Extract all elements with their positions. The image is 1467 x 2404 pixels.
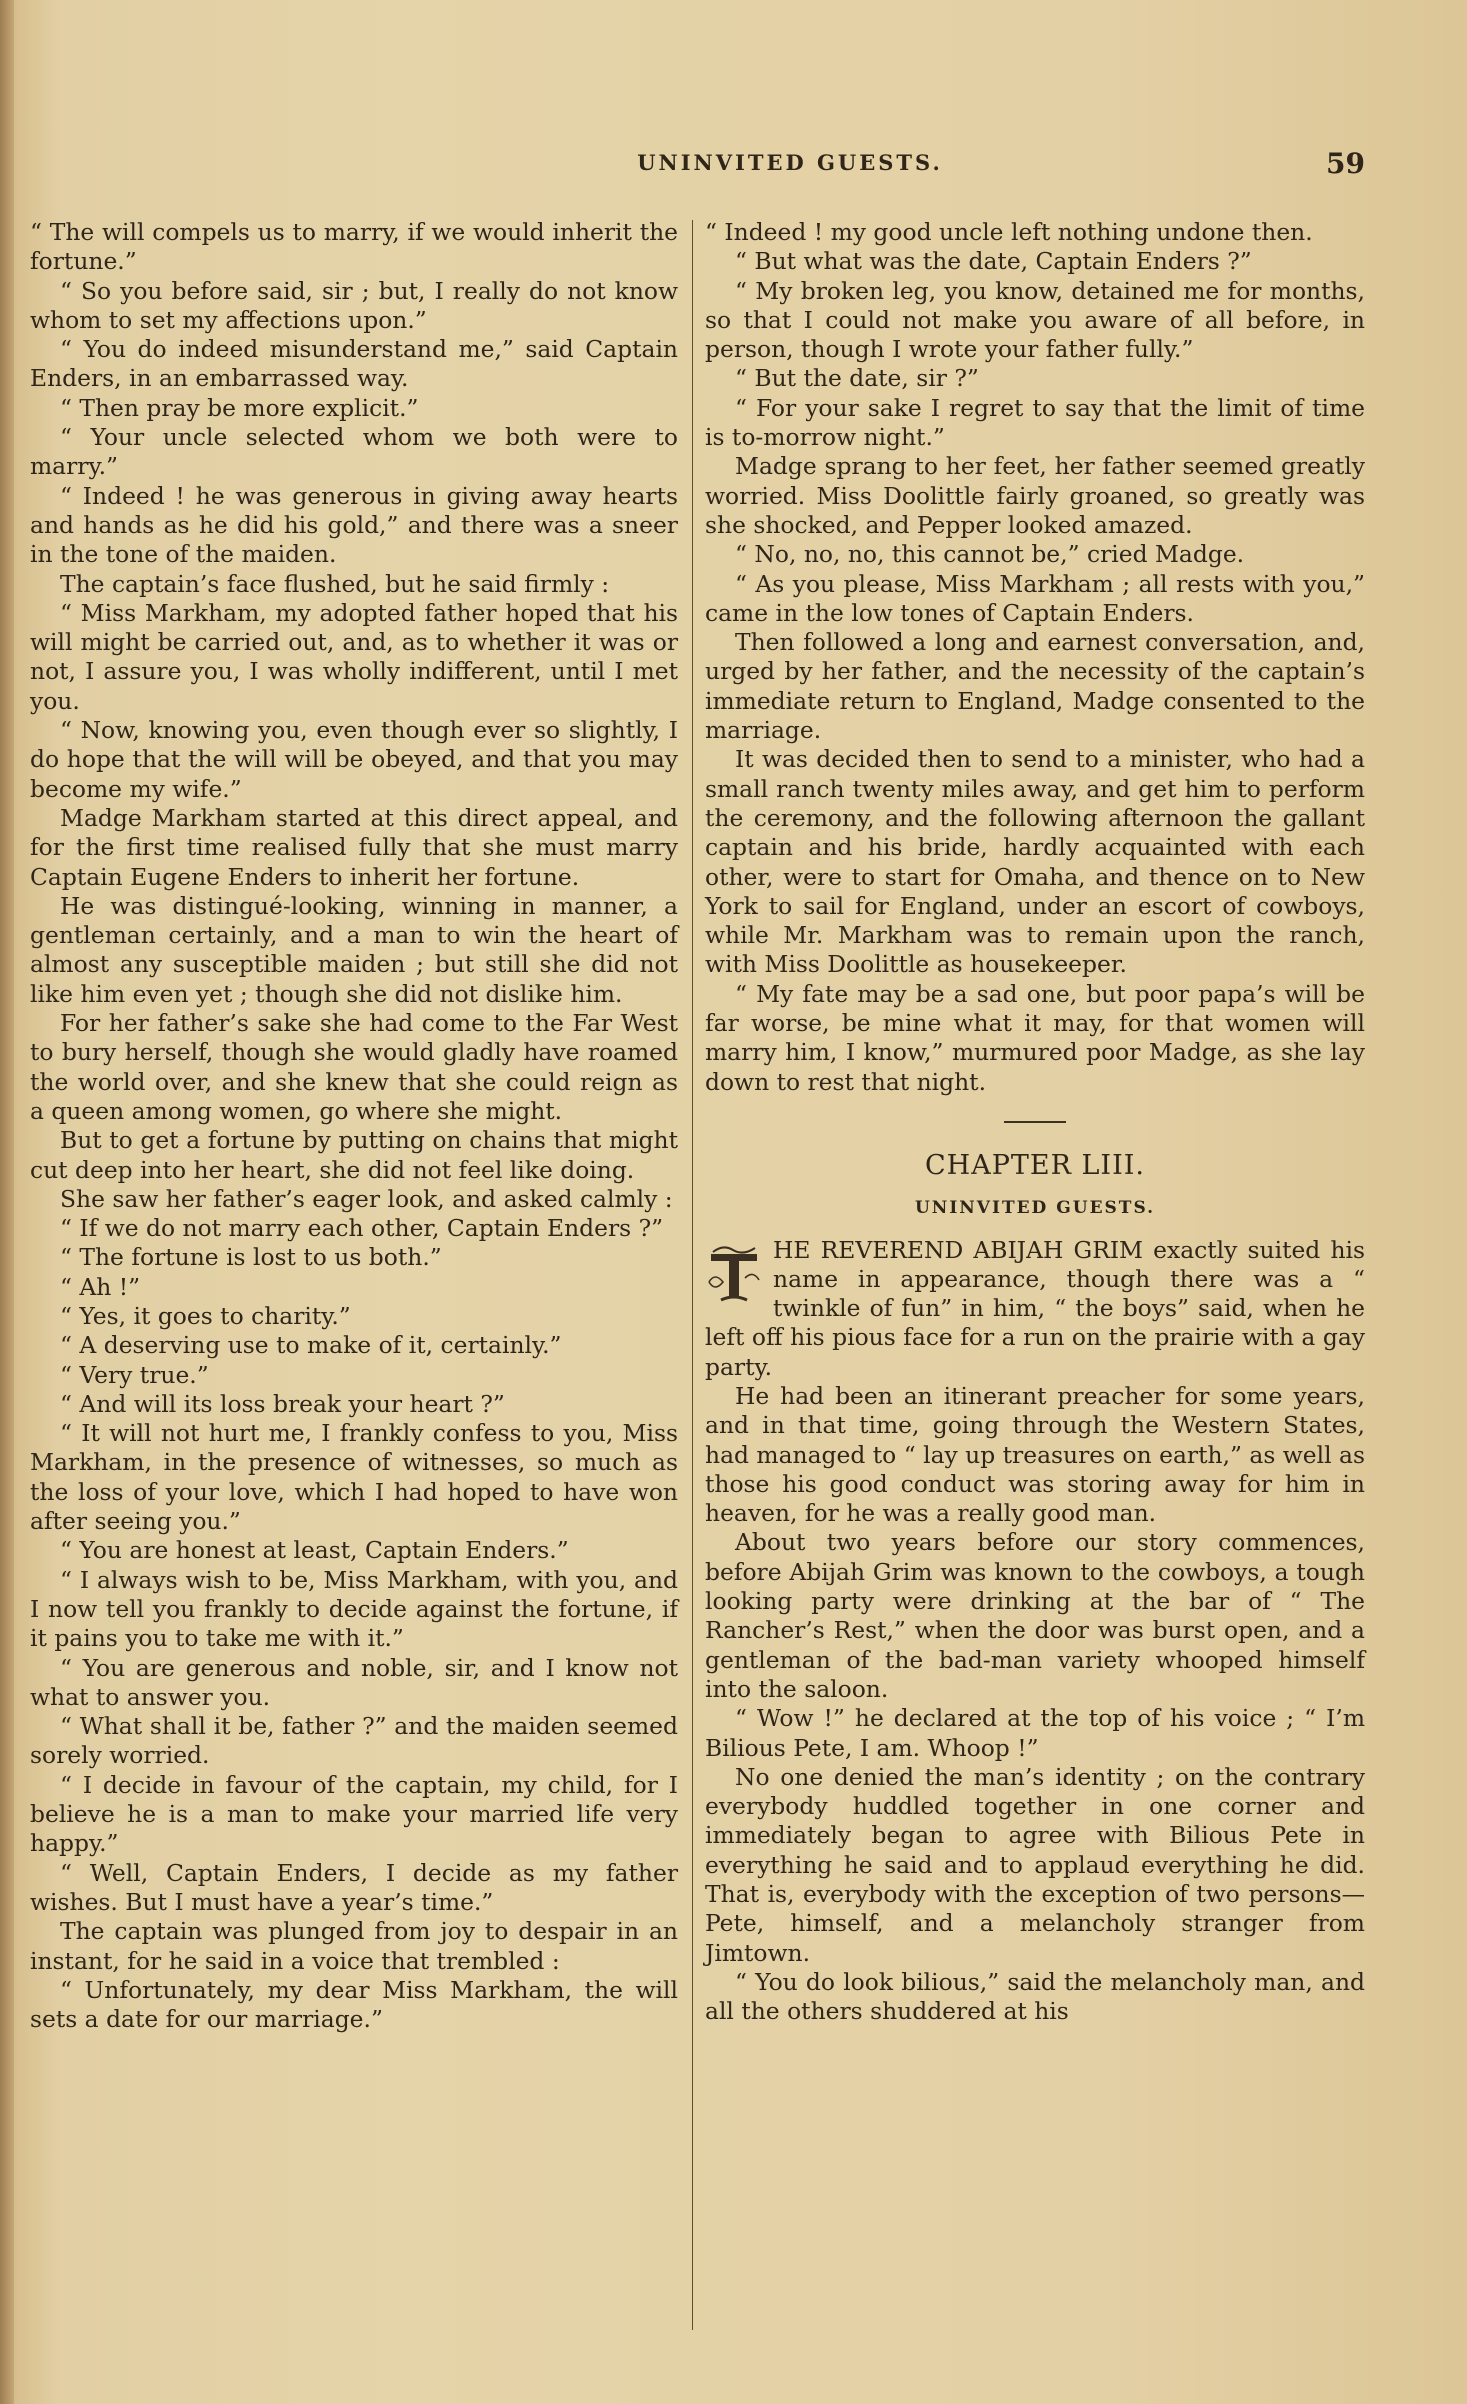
paragraph: She saw her father’s eager look, and asked calmly : (60, 1184, 673, 1213)
paragraph: “ What shall it be, father ?” and the maiden seemed sorely worried. (30, 1712, 678, 1770)
book-spine-shadow (0, 0, 14, 2404)
paragraph: “ My fate may be a sad one, but poor papa’s will be far worse, be mine what it may, for that women will marry him, I know,” murmured poor Madge, as she lay down to rest that night. (705, 979, 1365, 1096)
paragraph: “ Indeed ! my good uncle left nothing undone then. (705, 218, 1313, 246)
paragraph: “ I always wish to be, Miss Markham, with you, and I now tell you frankly to decide against the fortune, if it pains you to take me with it.” (30, 1565, 678, 1653)
paragraph: “ You are generous and noble, sir, and I know not what to answer you. (30, 1653, 678, 1711)
paragraph: “ You are honest at least, Captain Enders.” (60, 1536, 569, 1565)
paragraph: “ Then pray be more explicit.” (60, 393, 419, 422)
paragraph: Madge sprang to her feet, her father seemed greatly worried. Miss Doolittle fairly groaned, so greatly was she shocked, and Pepper looked amazed. (705, 452, 1365, 539)
ornamental-t-dropcap-icon (705, 1242, 763, 1306)
paragraph: The captain was plunged from joy to despair in an instant, for he said in a voice that trembled : (30, 1917, 678, 1975)
paragraph: But to get a fortune by putting on chains that might cut deep into her heart, she did not feel like doing. (30, 1126, 678, 1184)
paragraph: It was decided then to send to a minister, who had a small ranch twenty miles away, and get him to perform the ceremony, and the following afternoon the gallant captain and his bride, hardly acquainted with each other, were to start for Omaha, and thence on to New York to sail for England, under an escort of cowboys, while Mr. Markham was to remain upon the ranch, with Miss Doolittle as housekeeper. (705, 745, 1365, 979)
paragraph: “ For your sake I regret to say that the limit of time is to-morrow night.” (705, 393, 1365, 452)
paragraph: He was distingué-looking, winning in manner, a gentleman certainly, and a man to win the heart of almost any susceptible maiden ; but still she did not like him even yet ; though she did not dislike him. (30, 891, 678, 1008)
chapter-divider-rule (1004, 1121, 1066, 1123)
paragraph: He had been an itinerant preacher for some years, and in that time, going through the Western States, had managed to “ lay up treasures on earth,” as well as those his good conduct was storing away for him in heaven, for he was a really good man. (705, 1381, 1365, 1528)
paragraph: “ Yes, it goes to charity.” (60, 1301, 351, 1330)
paragraph: About two years before our story commences, before Abijah Grim was known to the cowboys, a tough looking party were drinking at the bar of “ The Rancher’s Rest,” when the door was burst open, and a gentleman of the bad-man variety whooped himself into the saloon. (705, 1528, 1365, 1703)
chapter-title: CHAPTER LIII. (924, 1149, 1145, 1181)
paragraph: Madge Markham started at this direct appeal, and for the first time realised fully that she must marry Captain Eugene Enders to inherit her fortune. (30, 803, 678, 891)
paragraph: “ Miss Markham, my adopted father hoped that his will might be carried out, and, as to whether it was or not, I assure you, I was wholly indifferent, until I met you. (30, 598, 678, 715)
paragraph: The captain’s face flushed, but he said firmly : (60, 569, 610, 598)
paragraph: “ Now, knowing you, even though ever so slightly, I do hope that the will will be obeyed, and that you may become my wife.” (30, 716, 678, 803)
chapter-opening-text: HE REVEREND ABIJAH GRIM exactly suited his name in appearance, though there was a “ twinkle of fun” in him, “ the boys” said, when he left off his pious face for a run on the prairie with a gay party. (705, 1235, 1365, 1381)
paragraph: “ Very true.” (60, 1360, 209, 1389)
paragraph: “ It will not hurt me, I frankly confess to you, Miss Markham, in the presence of witnesses, so much as the loss of your love, which I had hoped to have won after seeing you.” (30, 1419, 678, 1536)
paragraph: “ A deserving use to make of it, certainly.” (60, 1331, 562, 1360)
paragraph: “ You do indeed misunderstand me,” said Captain Enders, in an embarrassed way. (30, 335, 678, 393)
paragraph: “ But the date, sir ?” (735, 364, 979, 393)
paragraph: “ The will compels us to marry, if we would inherit the fortune.” (30, 218, 678, 276)
paragraph: “ I decide in favour of the captain, my child, for I believe he is a man to make your married life very happy.” (30, 1770, 678, 1858)
paragraph: “ But what was the date, Captain Enders ?” (735, 247, 1252, 276)
paragraph: “ Your uncle selected whom we both were to marry.” (30, 423, 678, 481)
paragraph: “ The fortune is lost to us both.” (60, 1243, 442, 1272)
paragraph: “ Ah !” (60, 1272, 141, 1301)
paragraph: “ And will its loss break your heart ?” (60, 1389, 505, 1418)
column-divider (692, 220, 693, 2330)
paragraph: “ Indeed ! he was generous in giving away hearts and hands as he did his gold,” and there was a sneer in the tone of the maiden. (30, 481, 678, 569)
paragraph: “ You do look bilious,” said the melancholy man, and all the others shuddered at his (705, 1967, 1365, 2026)
chapter-subtitle: UNINVITED GUESTS. (914, 1198, 1156, 1219)
paragraph: “ No, no, no, this cannot be,” cried Madge. (735, 540, 1245, 569)
paragraph: No one denied the man’s identity ; on the contrary everybody huddled together in one corner and immediately began to agree with Bilious Pete in everything he said and to applaud everything he did. That is, everybody with the exception of two persons—Pete, himself, and a melancholy stranger from Jimtown. (705, 1762, 1365, 1967)
paragraph: “ My broken leg, you know, detained me for months, so that I could not make you aware of all before, in person, though I wrote your father fully.” (705, 276, 1365, 364)
paragraph: “ As you please, Miss Markham ; all rests with you,” came in the low tones of Captain Enders. (705, 569, 1365, 627)
paragraph: “ If we do not marry each other, Captain Enders ?” (60, 1214, 664, 1243)
paragraph: Then followed a long and earnest conversation, and, urged by her father, and the necessity of the captain’s immediate return to England, Madge consented to the marriage. (705, 628, 1365, 745)
paragraph: For her father’s sake she had come to the Far West to bury herself, though she would gladly have roamed the world over, and she knew that she could reign as a queen among women, go where she might. (30, 1009, 678, 1125)
paragraph: “ Unfortunately, my dear Miss Markham, the will sets a date for our marriage.” (30, 1975, 678, 2034)
right-column (705, 218, 1365, 2027)
running-head: UNINVITED GUESTS. (637, 150, 943, 175)
page-number: 59 (1326, 147, 1365, 180)
paragraph: “ Wow !” he declared at the top of his voice ; “ I’m Bilious Pete, I am. Whoop !” (705, 1704, 1365, 1762)
paragraph: “ So you before said, sir ; but, I really do not know whom to set my affections upon.” (30, 276, 678, 334)
left-column (30, 218, 678, 2034)
paragraph: “ Well, Captain Enders, I decide as my father wishes. But I must have a year’s time.” (30, 1858, 678, 1916)
chapter-opening-paragraph (705, 1236, 1365, 1382)
